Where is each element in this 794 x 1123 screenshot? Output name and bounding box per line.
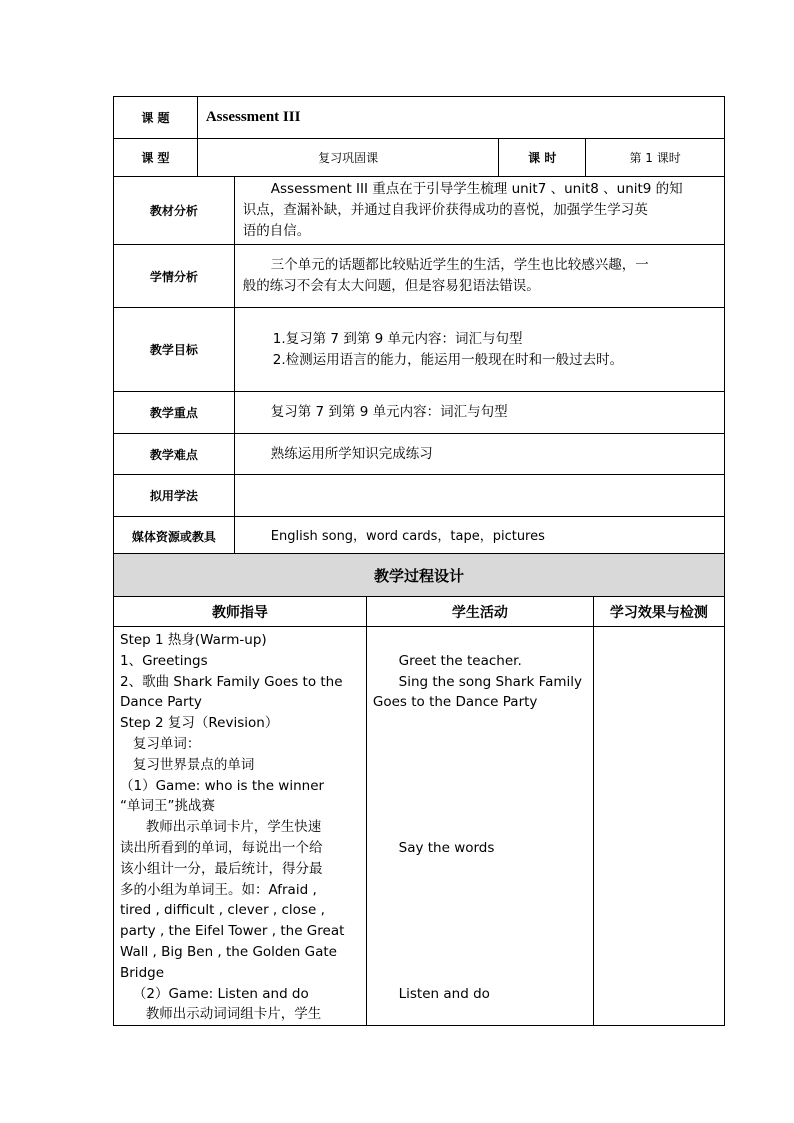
teacher-line: Bridge bbox=[120, 964, 165, 981]
student-line bbox=[373, 630, 589, 651]
info-line: 语的自信。 bbox=[242, 223, 311, 239]
info-table bbox=[113, 96, 725, 557]
info-row bbox=[114, 308, 725, 392]
topic-label: 课 题 bbox=[114, 97, 198, 139]
info-line: 1.复习第 7 到第 9 单元内容：词汇与句型 bbox=[272, 330, 523, 347]
student-line bbox=[373, 880, 589, 901]
student-line bbox=[373, 776, 589, 797]
info-line: Assessment III 重点在于引导学生梳理 unit7 、unit8 、unit9 的知 bbox=[270, 181, 683, 197]
student-line bbox=[373, 817, 589, 838]
info-label: 教学重点 bbox=[114, 392, 235, 434]
student-line bbox=[373, 859, 589, 880]
teacher-guidance bbox=[114, 627, 367, 1026]
info-label: 媒体资源或教具 bbox=[114, 517, 235, 557]
period-value: 第 1 课时 bbox=[586, 139, 725, 177]
teacher-line: Wall , Big Ben , the Golden Gate bbox=[120, 943, 337, 960]
info-label: 学情分析 bbox=[114, 245, 235, 308]
info-line: 般的练习不会有太大问题，但是容易犯语法错误。 bbox=[242, 278, 540, 294]
student-line: Greet the teacher. bbox=[372, 652, 522, 669]
student-line: Sing the song Shark Family bbox=[372, 673, 583, 690]
teacher-line: 复习单词： bbox=[120, 735, 201, 752]
info-line: 2.检测运用语言的能力，能运用一般现在时和一般过去时。 bbox=[272, 351, 624, 368]
student-line: Goes to the Dance Party bbox=[372, 694, 538, 711]
teacher-line: tired , difficult , clever , close , bbox=[120, 902, 325, 919]
type-row bbox=[114, 139, 725, 177]
info-label: 教学目标 bbox=[114, 308, 235, 392]
info-label: 教材分析 bbox=[114, 177, 235, 245]
teacher-line: 读出所看到的单词，每说出一个给 bbox=[120, 839, 323, 856]
teacher-line: Step 1 热身(Warm-up) bbox=[120, 632, 267, 648]
info-label: 教学难点 bbox=[114, 434, 235, 475]
info-line: 三个单元的话题都比较贴近学生的生活，学生也比较感兴趣，一 bbox=[270, 257, 649, 273]
info-row bbox=[114, 392, 725, 434]
process-header-row bbox=[114, 597, 725, 627]
info-row bbox=[114, 177, 725, 245]
teacher-line: Step 2 复习（Revision） bbox=[120, 715, 279, 732]
student-line bbox=[373, 713, 589, 734]
col-teacher-header: 教师指导 bbox=[114, 597, 367, 627]
student-line bbox=[373, 942, 589, 963]
info-row bbox=[114, 517, 725, 557]
student-line: Listen and do bbox=[372, 985, 490, 1002]
type-label: 课 型 bbox=[114, 139, 198, 177]
info-content bbox=[234, 177, 724, 245]
info-content: 熟练运用所学知识完成练习 bbox=[234, 434, 724, 475]
info-line: 识点，查漏补缺，并通过自我评价获得成功的喜悦，加强学生学习英 bbox=[242, 202, 648, 218]
topic-row bbox=[114, 97, 725, 139]
teacher-line: 多的小组为单词王。如：Afraid , bbox=[120, 881, 317, 898]
student-line bbox=[373, 963, 589, 984]
student-line bbox=[373, 796, 589, 817]
process-body-row bbox=[114, 627, 725, 1026]
col-effect-header: 学习效果与检测 bbox=[593, 597, 724, 627]
teacher-line: “单词王”挑战赛 bbox=[120, 798, 215, 815]
student-line: Say the words bbox=[372, 839, 495, 856]
info-row bbox=[114, 475, 725, 517]
student-line bbox=[373, 921, 589, 942]
col-student-header: 学生活动 bbox=[366, 597, 593, 627]
process-banner-row bbox=[114, 554, 725, 597]
period-label: 课 时 bbox=[499, 139, 586, 177]
teacher-line: （2）Game: Listen and do bbox=[120, 985, 309, 1002]
info-content: English song，word cards，tape，pictures bbox=[234, 517, 724, 557]
student-line bbox=[373, 734, 589, 755]
teacher-line: 复习世界景点的单词 bbox=[120, 756, 255, 773]
info-content bbox=[234, 475, 724, 517]
process-banner: 教学过程设计 bbox=[114, 554, 725, 597]
process-table bbox=[113, 553, 725, 1026]
student-line bbox=[373, 1004, 589, 1025]
info-content bbox=[234, 245, 724, 308]
teacher-line: 1、Greetings bbox=[120, 652, 208, 669]
teacher-line: 教师出示动词词组卡片，学生 bbox=[120, 1006, 322, 1023]
student-line bbox=[373, 900, 589, 921]
learning-effect bbox=[593, 627, 724, 1026]
teacher-line: 该小组计一分，最后统计，得分最 bbox=[120, 860, 323, 877]
teacher-line: Dance Party bbox=[120, 694, 202, 711]
type-value: 复习巩固课 bbox=[197, 139, 498, 177]
info-content bbox=[234, 308, 724, 392]
teacher-line: （1）Game: who is the winner bbox=[120, 777, 325, 794]
teacher-line: 教师出示单词卡片，学生快速 bbox=[120, 819, 322, 836]
topic-value: Assessment III bbox=[197, 97, 724, 139]
teacher-line: 2、歌曲 Shark Family Goes to the bbox=[120, 673, 343, 690]
info-content: 复习第 7 到第 9 单元内容：词汇与句型 bbox=[234, 392, 724, 434]
student-line bbox=[373, 755, 589, 776]
info-row bbox=[114, 245, 725, 308]
student-activity bbox=[366, 627, 593, 1026]
info-row bbox=[114, 434, 725, 475]
info-label: 拟用学法 bbox=[114, 475, 235, 517]
teacher-line: party , the Eifel Tower , the Great bbox=[120, 923, 345, 940]
